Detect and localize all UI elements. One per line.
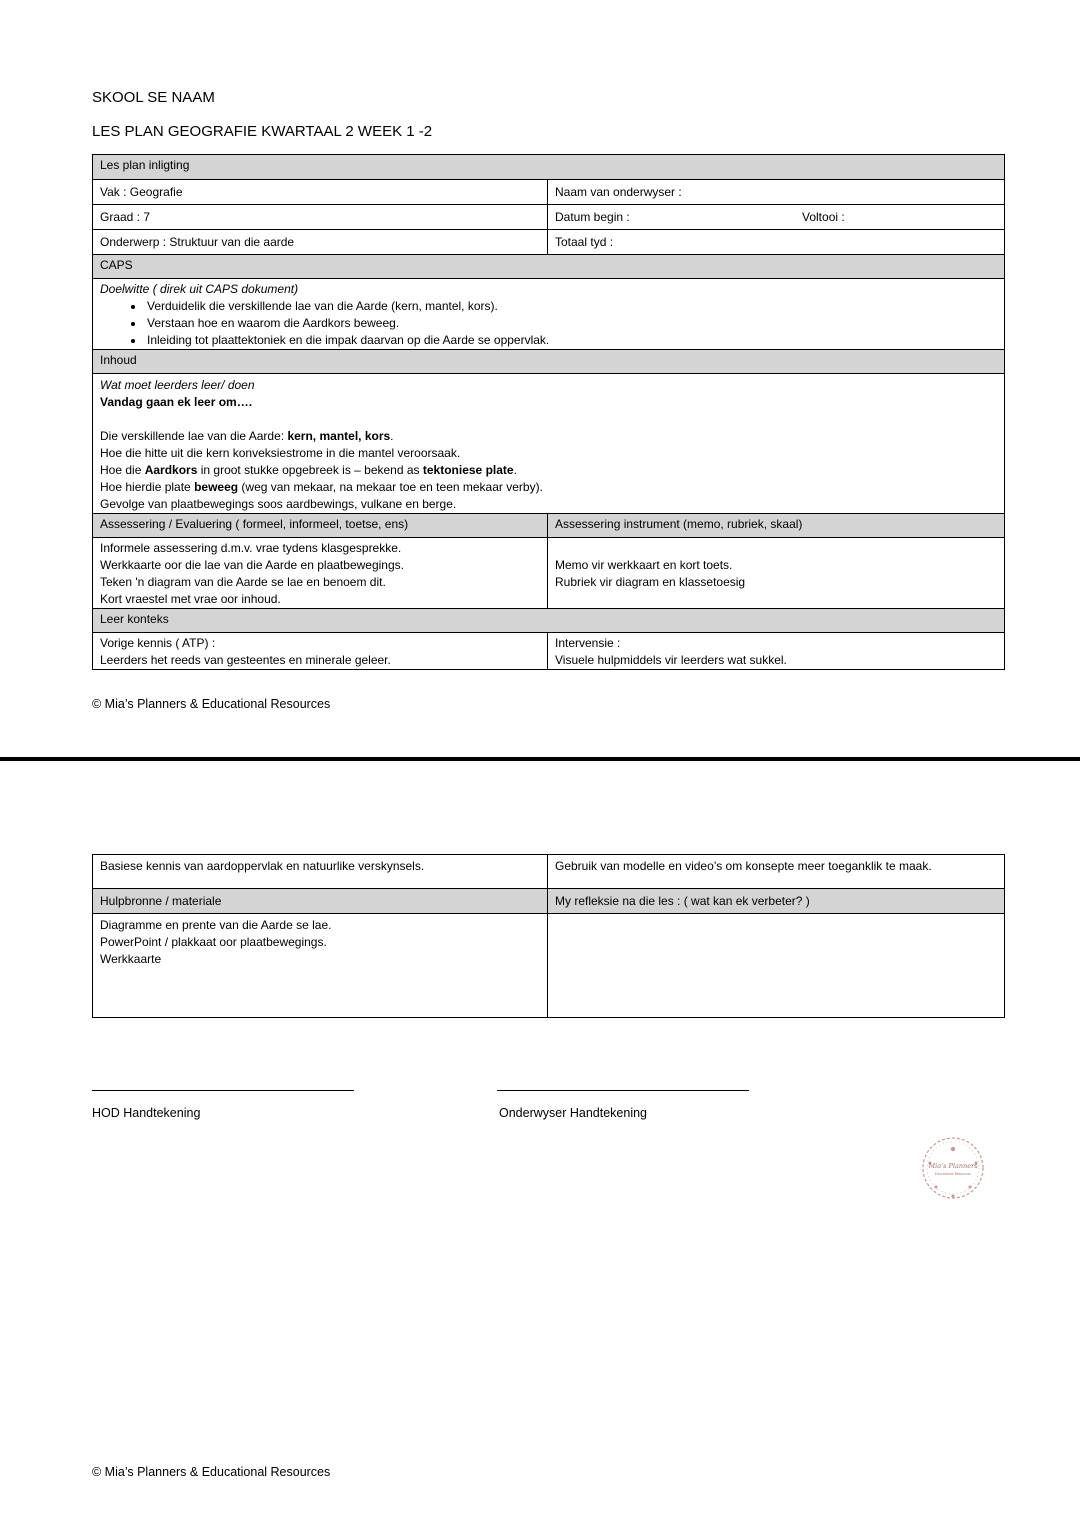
- prior-knowledge-label: Vorige kennis ( ATP) :: [100, 636, 216, 650]
- teacher-signature-label: Onderwyser Handtekening: [499, 1106, 647, 1120]
- objective-item: • Verstaan hoe en waarom die Aardkors beweeg.: [145, 315, 997, 332]
- resource-item: Werkkaarte: [100, 952, 162, 966]
- content-line: Hoe hierdie plate beweeg (weg van mekaar, na mekaar toe en teen mekaar verby).: [100, 480, 543, 494]
- assessment-instrument-cell: [548, 538, 1005, 609]
- content-line: Hoe die hitte uit die kern konveksiestrome in die mantel veroorsaak.: [100, 446, 461, 460]
- page-footer-2: © Mia’s Planners & Educational Resources: [92, 1465, 331, 1479]
- grade-cell: Graad : 7: [93, 205, 548, 230]
- page-footer: © Mia’s Planners & Educational Resources: [92, 697, 331, 711]
- mias-planners-logo: [918, 1133, 988, 1203]
- content-line: Gevolge van plaatbewegings soos aardbewings, vulkane en berge.: [100, 497, 457, 511]
- completed-label: Voltooi :: [802, 210, 845, 224]
- logo-title: Mia’s Planners: [928, 1162, 978, 1170]
- objective-item: • Verduidelik die verskillende lae van die Aarde (kern, mantel, kors).: [145, 298, 997, 315]
- teacher-signature-line: [497, 1090, 749, 1091]
- teacher-name-cell: Naam van onderwyser :: [548, 180, 1005, 205]
- assessment-instrument-heading: Assessering instrument (memo, rubriek, skaal): [548, 514, 1005, 538]
- instrument-item: Rubriek vir diagram en klassetoesig: [555, 575, 746, 589]
- context-section-heading: Leer konteks: [93, 609, 1005, 633]
- school-name: SKOOL SE NAAM: [92, 89, 215, 106]
- objectives-list: [100, 298, 997, 349]
- caps-objectives-cell: [93, 279, 1005, 350]
- page-separator: [0, 757, 1080, 761]
- assessment-cell: [93, 538, 548, 609]
- hod-signature-line: [92, 1090, 354, 1091]
- prior-knowledge-text: Leerders het reeds van gesteentes en minerale geleer.: [100, 653, 391, 667]
- content-line: Die verskillende lae van die Aarde: kern, mantel, kors.: [100, 429, 394, 443]
- start-date-label: Datum begin :: [555, 210, 630, 224]
- content-cell: [93, 374, 1005, 514]
- resource-item: PowerPoint / plakkaat oor plaatbewegings.: [100, 935, 327, 949]
- caps-section-heading: CAPS: [93, 255, 1005, 279]
- content-section-heading: Inhoud: [93, 350, 1005, 374]
- instrument-item: Memo vir werkkaart en kort toets.: [555, 558, 733, 572]
- logo-subtitle: Educational Resources: [935, 1172, 971, 1176]
- prior-knowledge-cell: [93, 633, 548, 670]
- page-title: LES PLAN GEOGRAFIE KWARTAAL 2 WEEK 1 -2: [92, 123, 433, 140]
- intervention-label: Intervensie :: [555, 636, 621, 650]
- assessment-item: Informele assessering d.m.v. vrae tydens klasgesprekke.: [100, 541, 402, 555]
- lesson-plan-table-continued: [92, 854, 1005, 1018]
- date-cell: [548, 205, 1005, 230]
- reflection-cell: [548, 914, 1005, 1018]
- intervention-text: Visuele hulpmiddels vir leerders wat sukkel.: [555, 653, 787, 667]
- assessment-item: Werkkaarte oor die lae van die Aarde en plaatbewegings.: [100, 558, 404, 572]
- assessment-item: Teken 'n diagram van die Aarde se lae en benoem dit.: [100, 575, 386, 589]
- prior-knowledge-continued: Basiese kennis van aardoppervlak en natuurlike verskynsels.: [93, 855, 548, 889]
- content-intro: Vandag gaan ek leer om….: [100, 395, 253, 409]
- content-line: Hoe die Aardkors in groot stukke opgebreek is – bekend as tektoniese plate.: [100, 463, 517, 477]
- intervention-continued: Gebruik van modelle en video’s om konsepte meer toeganklik te maak.: [548, 855, 1005, 889]
- total-time-cell: Totaal tyd :: [548, 230, 1005, 255]
- resources-heading: Hulpbronne / materiale: [93, 889, 548, 914]
- objectives-heading: Doelwitte ( direk uit CAPS dokument): [100, 282, 299, 296]
- subject-cell: Vak : Geografie: [93, 180, 548, 205]
- info-section-heading: Les plan inligting: [93, 155, 1005, 180]
- hod-signature-label: HOD Handtekening: [92, 1106, 201, 1120]
- assessment-heading: Assessering / Evaluering ( formeel, informeel, toetse, ens): [93, 514, 548, 538]
- intervention-cell: [548, 633, 1005, 670]
- content-heading: Wat moet leerders leer/ doen: [100, 378, 255, 392]
- resource-item: Diagramme en prente van die Aarde se lae.: [100, 918, 332, 932]
- lesson-plan-table: [92, 154, 1005, 670]
- objective-item: • Inleiding tot plaattektoniek en die impak daarvan op die Aarde se oppervlak.: [145, 332, 997, 349]
- reflection-heading: My refleksie na die les : ( wat kan ek verbeter? ): [548, 889, 1005, 914]
- topic-cell: Onderwerp : Struktuur van die aarde: [93, 230, 548, 255]
- assessment-item: Kort vraestel met vrae oor inhoud.: [100, 592, 281, 606]
- resources-cell: [93, 914, 548, 1018]
